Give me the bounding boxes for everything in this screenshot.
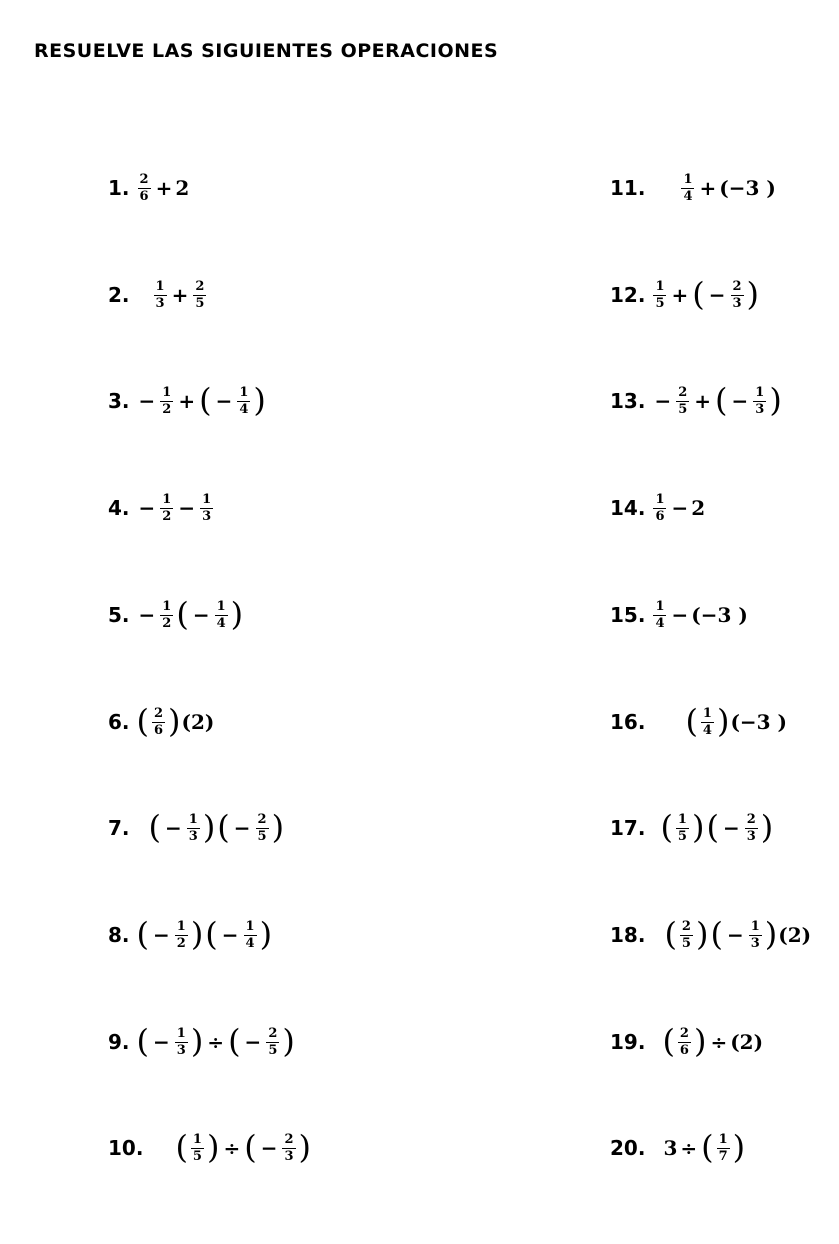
denominator: 5: [681, 935, 691, 951]
denominator: 2: [162, 615, 172, 631]
denominator: 2: [162, 508, 172, 524]
denominator: 3: [188, 828, 198, 844]
numerator: 2: [678, 384, 688, 400]
close-paren: ): [769, 381, 782, 419]
exercise-item: [610, 800, 774, 856]
denominator: 4: [216, 615, 226, 631]
numerator: 1: [162, 598, 172, 614]
close-paren: ): [732, 1128, 746, 1166]
fraction: [701, 707, 714, 737]
exercise-item: [610, 907, 811, 963]
exercise-item: [610, 267, 760, 323]
close-paren: ): [202, 808, 216, 846]
exercise-item: [108, 480, 215, 536]
exercise-number: 7.: [108, 816, 130, 840]
fraction: [731, 280, 744, 310]
numerator: 2: [195, 278, 205, 294]
numerator: 1: [239, 384, 249, 400]
denominator: 5: [257, 828, 267, 844]
fraction: [187, 813, 200, 843]
close-paren: ): [206, 1128, 220, 1166]
operator: −: [671, 496, 689, 520]
fraction: [681, 173, 694, 203]
open-paren: (: [176, 595, 189, 633]
page-title: RESUELVE LAS SIGUIENTES OPERACIONES: [34, 40, 499, 62]
fraction: [282, 1133, 295, 1163]
numerator: 1: [655, 491, 665, 507]
exercise-number: 13.: [610, 389, 646, 413]
numerator: 1: [750, 918, 760, 934]
operand: (−3 ): [730, 710, 788, 734]
operator: −: [153, 1030, 170, 1054]
denominator: 3: [750, 935, 760, 951]
exercise-expression: [136, 595, 245, 633]
fraction: [717, 1133, 730, 1163]
exercise-item: [610, 587, 748, 643]
numerator: 1: [655, 598, 665, 614]
open-paren: (: [706, 808, 719, 846]
numerator: 2: [139, 171, 149, 187]
open-paren: (: [175, 1128, 188, 1166]
close-paren: ): [253, 381, 266, 419]
exercise-expression: [651, 275, 760, 313]
fraction: [678, 1027, 691, 1057]
close-paren: ): [282, 1022, 295, 1060]
open-paren: (: [199, 381, 212, 419]
exercise-item: [108, 373, 267, 429]
exercise-number: 9.: [108, 1030, 130, 1054]
exercise-expression: [651, 493, 705, 523]
exercise-expression: [136, 173, 190, 203]
operator: −: [722, 816, 740, 840]
fraction: [191, 1133, 204, 1163]
exercise-expression: [136, 1022, 296, 1060]
exercise-number: 2.: [108, 283, 130, 307]
denominator: 6: [154, 722, 164, 738]
exercise-number: 18.: [610, 923, 646, 947]
open-paren: (: [136, 702, 149, 740]
exercise-item: [610, 694, 787, 750]
denominator: 3: [284, 1148, 294, 1164]
operand: 2: [691, 496, 706, 520]
exercise-item: [108, 1014, 296, 1070]
close-paren: ): [695, 915, 709, 953]
operand: (−3 ): [719, 176, 776, 200]
exercise-expression: [684, 702, 788, 740]
denominator: 6: [679, 1042, 689, 1058]
fraction: [193, 280, 206, 310]
open-paren: (: [205, 915, 218, 953]
operator: −: [138, 496, 156, 520]
denominator: 4: [683, 188, 693, 204]
operator: ÷: [710, 1030, 728, 1054]
exercise-expression: [136, 702, 215, 740]
close-paren: ): [259, 915, 273, 953]
numerator: 1: [702, 705, 712, 721]
exercise-expression: [174, 1128, 312, 1166]
operator: +: [671, 283, 689, 307]
open-paren: (: [710, 915, 723, 953]
exercise-expression: [663, 915, 812, 953]
numerator: 1: [162, 384, 172, 400]
close-paren: ): [691, 808, 705, 846]
exercise-number: 8.: [108, 923, 130, 947]
operator: −: [731, 389, 749, 413]
numerator: 1: [202, 491, 212, 507]
close-paren: ): [693, 1022, 707, 1060]
denominator: 3: [755, 401, 765, 417]
operator: −: [165, 816, 182, 840]
exercise-expression: [136, 493, 216, 523]
exercise-number: 4.: [108, 496, 130, 520]
close-paren: ): [190, 1022, 204, 1060]
numerator: 1: [755, 384, 765, 400]
operator: −: [260, 1136, 278, 1160]
exercise-number: 5.: [108, 603, 130, 627]
numerator: 2: [257, 811, 267, 827]
operator: +: [694, 389, 712, 413]
denominator: 5: [192, 1148, 202, 1164]
exercise-number: 12.: [610, 283, 646, 307]
fraction: [138, 173, 151, 203]
open-paren: (: [148, 808, 161, 846]
denominator: 2: [162, 401, 172, 417]
exercise-expression: [152, 280, 209, 310]
fraction: [676, 386, 689, 416]
denominator: 3: [176, 1042, 186, 1058]
close-paren: ): [298, 1128, 311, 1166]
denominator: 5: [195, 295, 205, 311]
open-paren: (: [685, 702, 698, 740]
fraction: [749, 920, 762, 950]
denominator: 5: [678, 401, 688, 417]
operator: −: [215, 389, 233, 413]
exercise-number: 3.: [108, 389, 130, 413]
numerator: 2: [154, 705, 164, 721]
fraction: [680, 920, 693, 950]
operator: +: [171, 283, 189, 307]
exercise-number: 16.: [610, 710, 646, 734]
fraction: [244, 920, 257, 950]
exercise-number: 11.: [610, 176, 646, 200]
open-paren: (: [715, 381, 728, 419]
fraction: [256, 813, 269, 843]
numerator: 1: [683, 171, 693, 187]
exercise-item: [108, 1120, 312, 1176]
operator: −: [708, 283, 726, 307]
numerator: 2: [681, 918, 691, 934]
operator: −: [654, 389, 672, 413]
denominator: 2: [176, 935, 186, 951]
fraction: [160, 386, 173, 416]
open-paren: (: [662, 1022, 675, 1060]
fraction: [676, 813, 689, 843]
denominator: 4: [655, 615, 665, 631]
denominator: 6: [139, 188, 149, 204]
fraction: [266, 1027, 279, 1057]
fraction: [154, 280, 167, 310]
numerator: 2: [268, 1025, 278, 1041]
exercise-item: [108, 160, 189, 216]
exercise-number: 14.: [610, 496, 646, 520]
exercise-expression: [659, 808, 774, 846]
exercise-number: 10.: [108, 1136, 144, 1160]
open-paren: (: [692, 275, 705, 313]
operand: 2: [175, 176, 190, 200]
exercise-number: 6.: [108, 710, 130, 734]
exercise-number: 20.: [610, 1136, 646, 1160]
exercise-item: [610, 480, 705, 536]
exercise-item: [610, 160, 776, 216]
close-paren: ): [190, 915, 204, 953]
denominator: 3: [202, 508, 212, 524]
exercise-expression: [136, 915, 274, 953]
operator: +: [178, 389, 196, 413]
fraction: [653, 280, 666, 310]
operator: −: [221, 923, 239, 947]
exercise-item: [108, 907, 273, 963]
numerator: 1: [677, 811, 687, 827]
exercise-number: 19.: [610, 1030, 646, 1054]
exercise-item: [108, 587, 244, 643]
numerator: 1: [176, 918, 186, 934]
numerator: 2: [679, 1025, 689, 1041]
denominator: 5: [655, 295, 665, 311]
operand: 3: [663, 1136, 678, 1160]
open-paren: (: [217, 808, 230, 846]
denominator: 4: [239, 401, 249, 417]
operator: ÷: [207, 1030, 225, 1054]
operator: +: [699, 176, 717, 200]
exercise-item: [610, 1120, 746, 1176]
operator: −: [138, 603, 156, 627]
exercise-item: [108, 267, 208, 323]
operator: −: [138, 389, 156, 413]
denominator: 5: [677, 828, 687, 844]
fraction: [152, 707, 165, 737]
numerator: 2: [746, 811, 756, 827]
open-paren: (: [228, 1022, 241, 1060]
close-paren: ): [746, 275, 760, 313]
open-paren: (: [136, 1022, 149, 1060]
operand: (2): [181, 710, 215, 734]
close-paren: ): [230, 595, 244, 633]
numerator: 1: [162, 491, 172, 507]
numerator: 2: [732, 278, 742, 294]
operator: −: [153, 923, 170, 947]
denominator: 4: [245, 935, 255, 951]
open-paren: (: [660, 808, 673, 846]
exercise-item: [610, 1014, 763, 1070]
operand: (2): [730, 1030, 764, 1054]
fraction: [237, 386, 250, 416]
operand: (−3 ): [691, 603, 748, 627]
operator: −: [671, 603, 689, 627]
exercise-number: 15.: [610, 603, 646, 627]
numerator: 1: [176, 1025, 186, 1041]
exercise-item: [108, 800, 285, 856]
exercise-item: [108, 694, 214, 750]
numerator: 1: [216, 598, 226, 614]
open-paren: (: [244, 1128, 257, 1166]
fraction: [200, 493, 213, 523]
close-paren: ): [760, 808, 774, 846]
operator: −: [233, 816, 251, 840]
numerator: 1: [155, 278, 165, 294]
operator: ÷: [680, 1136, 698, 1160]
exercise-number: 17.: [610, 816, 646, 840]
numerator: 1: [188, 811, 198, 827]
fraction: [160, 493, 173, 523]
denominator: 3: [746, 828, 756, 844]
fraction: [753, 386, 766, 416]
operator: ÷: [223, 1136, 241, 1160]
exercise-expression: [651, 381, 782, 419]
denominator: 5: [268, 1042, 278, 1058]
fraction: [745, 813, 758, 843]
numerator: 1: [655, 278, 665, 294]
exercise-number: 1.: [108, 176, 130, 200]
operator: +: [155, 176, 173, 200]
close-paren: ): [168, 702, 181, 740]
operator: −: [178, 496, 196, 520]
close-paren: ): [716, 702, 730, 740]
operator: −: [726, 923, 744, 947]
open-paren: (: [701, 1128, 714, 1166]
exercise-expression: [661, 1022, 764, 1060]
open-paren: (: [136, 915, 149, 953]
denominator: 3: [155, 295, 165, 311]
numerator: 2: [284, 1131, 294, 1147]
fraction: [175, 1027, 188, 1057]
denominator: 6: [655, 508, 665, 524]
exercise-expression: [663, 1128, 746, 1166]
exercise-expression: [148, 808, 286, 846]
fraction: [175, 920, 188, 950]
operator: −: [192, 603, 210, 627]
fraction: [160, 600, 173, 630]
numerator: 1: [718, 1131, 728, 1147]
fraction: [215, 600, 228, 630]
exercise-item: [610, 373, 783, 429]
operand: (2): [778, 923, 812, 947]
fraction: [653, 600, 666, 630]
denominator: 3: [732, 295, 742, 311]
numerator: 1: [192, 1131, 202, 1147]
fraction: [653, 493, 666, 523]
exercise-expression: [651, 600, 747, 630]
close-paren: ): [764, 915, 778, 953]
exercise-expression: [136, 381, 267, 419]
close-paren: ): [271, 808, 285, 846]
denominator: 7: [718, 1148, 728, 1164]
exercise-expression: [679, 173, 775, 203]
operator: −: [244, 1030, 262, 1054]
open-paren: (: [664, 915, 677, 953]
numerator: 1: [245, 918, 255, 934]
denominator: 4: [702, 722, 712, 738]
